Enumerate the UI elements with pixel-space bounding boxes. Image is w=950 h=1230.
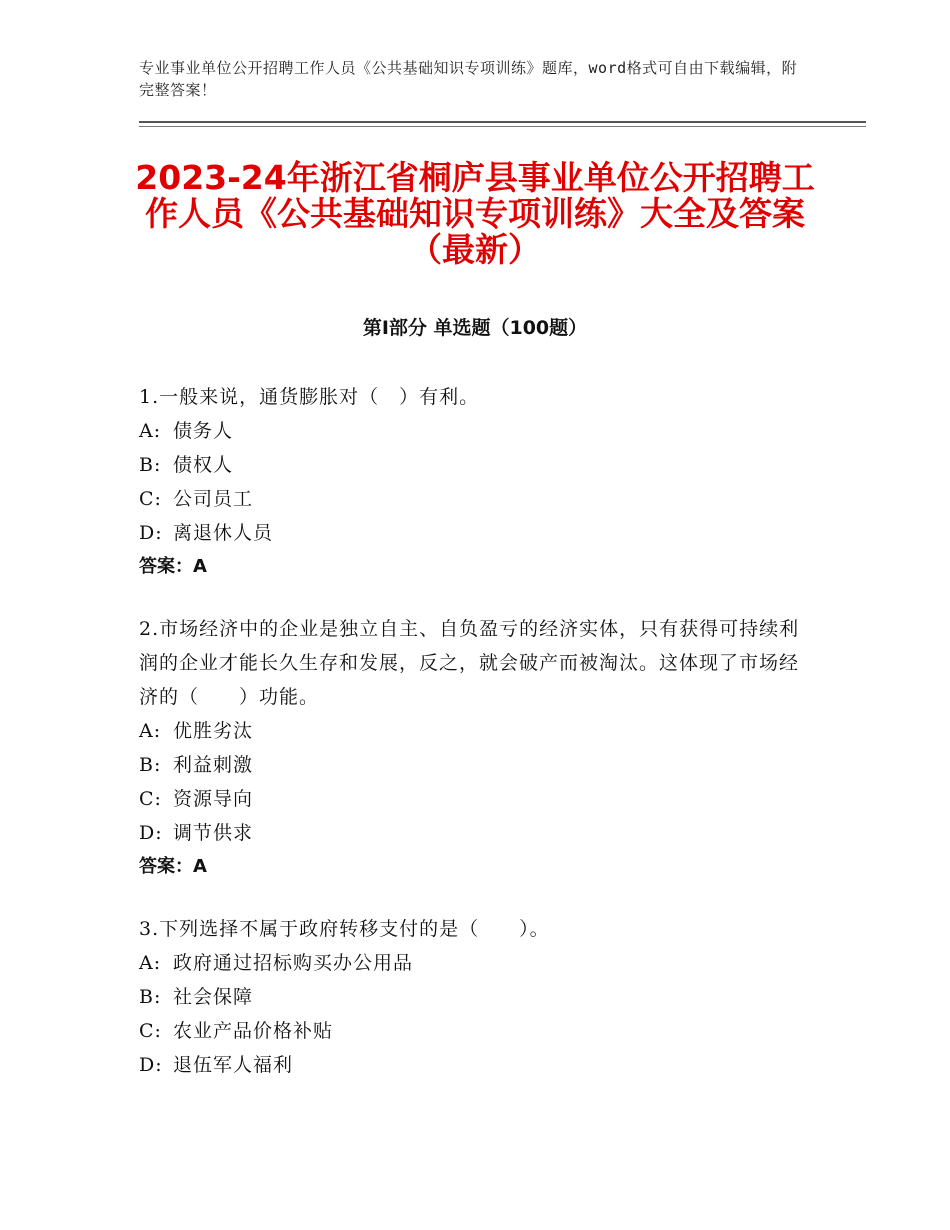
option-d: [139, 516, 807, 550]
question-1: [139, 380, 807, 584]
option-key: D:: [139, 522, 163, 544]
option-text: 债权人: [173, 454, 234, 476]
option-b: [139, 748, 807, 782]
option-d: [139, 816, 807, 850]
question-2: [139, 612, 807, 884]
option-text: 社会保障: [173, 986, 254, 1008]
option-d: [139, 1048, 807, 1082]
option-c: [139, 482, 807, 516]
answer-line: 答案：A: [139, 856, 207, 877]
option-text: 债务人: [173, 420, 234, 442]
option-text: 离退休人员: [173, 522, 274, 544]
document-title: 2023-24年浙江省桐庐县事业单位公开招聘工作人员《公共基础知识专项训练》大全及答案（最新）: [135, 158, 815, 269]
option-text: 利益刺激: [173, 754, 254, 776]
option-key: C:: [139, 1020, 162, 1042]
option-text: 政府通过招标购买办公用品: [173, 952, 414, 974]
option-key: B:: [139, 454, 162, 476]
option-text: 农业产品价格补贴: [173, 1020, 334, 1042]
question-3: [139, 912, 807, 1082]
option-c: [139, 1014, 807, 1048]
option-b: [139, 980, 807, 1014]
option-text: 退伍军人福利: [173, 1054, 294, 1076]
option-key: A:: [139, 720, 162, 742]
option-c: [139, 782, 807, 816]
option-key: C:: [139, 488, 162, 510]
answer-line: 答案：A: [139, 556, 207, 577]
option-key: B:: [139, 986, 162, 1008]
header-rule-thin: [139, 126, 866, 127]
option-a: [139, 414, 807, 448]
option-key: D:: [139, 822, 163, 844]
option-key: D:: [139, 1054, 163, 1076]
option-a: [139, 714, 807, 748]
question-list: [139, 380, 807, 1110]
question-stem: 2.市场经济中的企业是独立自主、自负盈亏的经济实体，只有获得可持续利润的企业才能长久生存和发展，反之，就会破产而被淘汰。这体现了市场经济的（ ）功能。: [139, 618, 800, 708]
section-heading: 第Ⅰ部分 单选题（100题）: [362, 317, 588, 339]
option-text: 公司员工: [173, 488, 254, 510]
option-text: 资源导向: [173, 788, 254, 810]
option-b: [139, 448, 807, 482]
option-a: [139, 946, 807, 980]
question-stem: 1.一般来说，通货膨胀对（ ）有利。: [139, 386, 480, 408]
header-note: 专业事业单位公开招聘工作人员《公共基础知识专项训练》题库，word格式可自由下载编辑，附完整答案！: [139, 59, 798, 99]
option-text: 优胜劣汰: [173, 720, 254, 742]
question-stem: 3.下列选择不属于政府转移支付的是（ ）。: [139, 918, 550, 940]
option-key: A:: [139, 952, 162, 974]
option-key: A:: [139, 420, 162, 442]
option-key: B:: [139, 754, 162, 776]
header-rule-thick: [139, 121, 866, 123]
option-key: C:: [139, 788, 162, 810]
option-text: 调节供求: [173, 822, 254, 844]
